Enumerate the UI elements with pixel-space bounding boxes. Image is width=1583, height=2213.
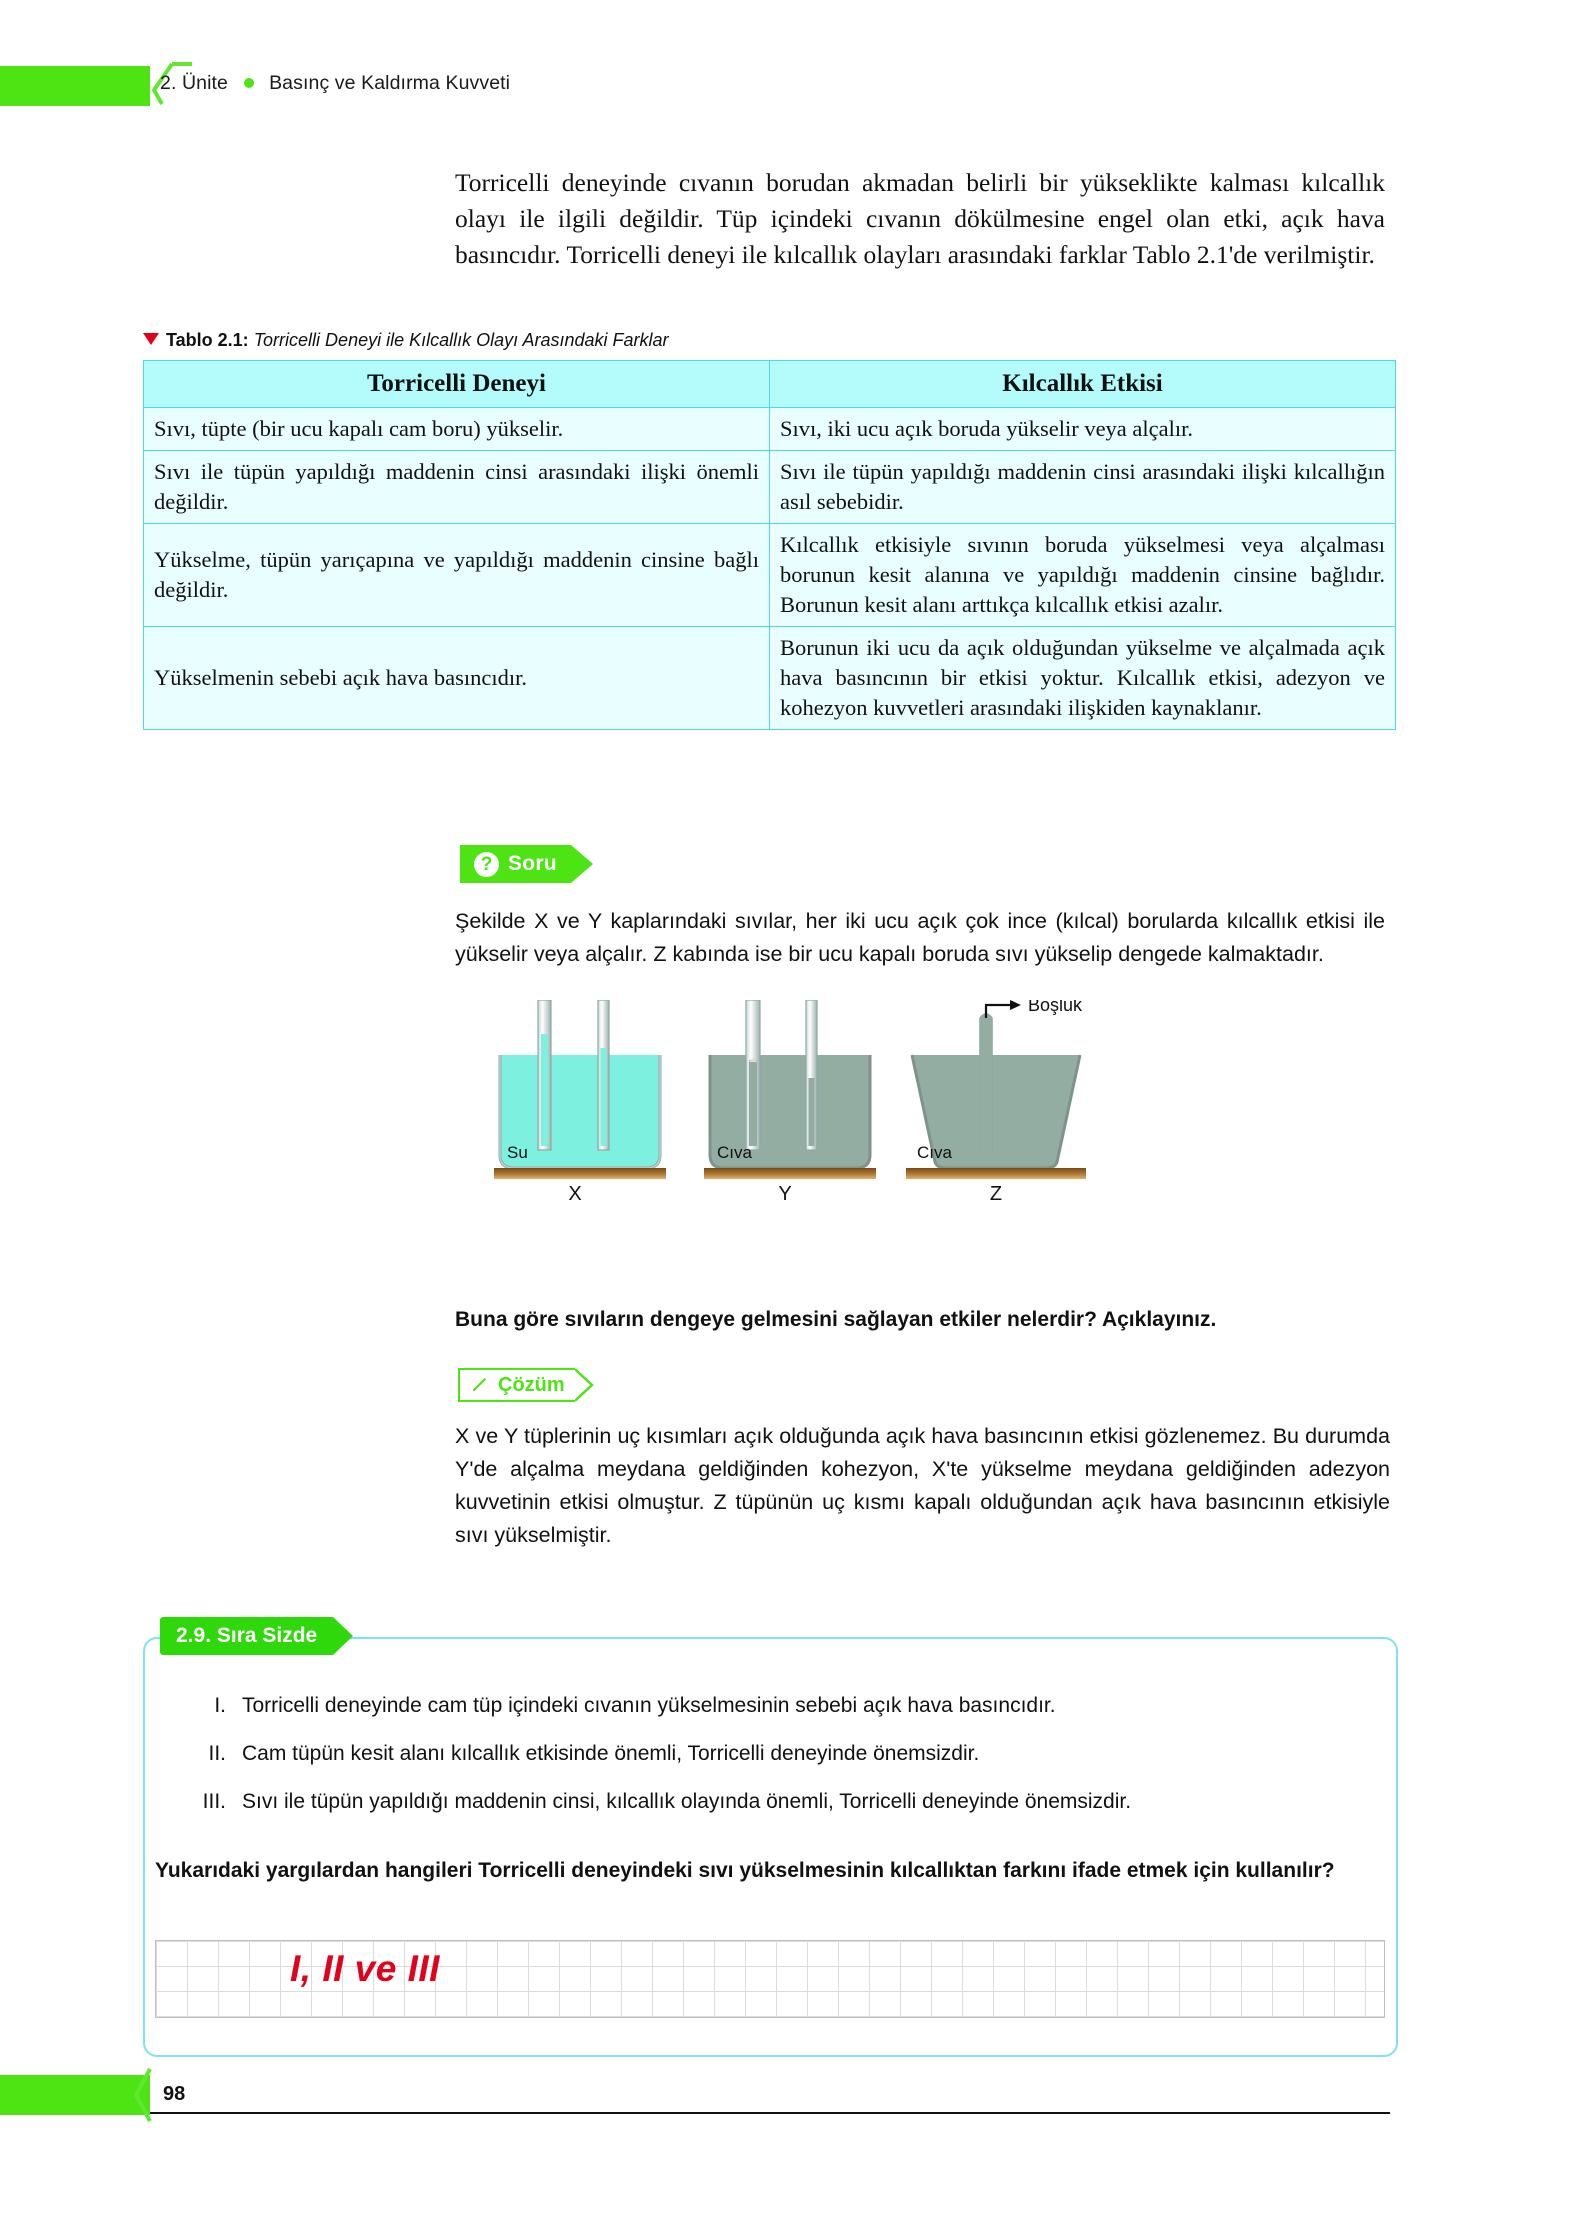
page-header [0, 60, 1583, 108]
container-x [494, 1000, 666, 1205]
soru-tag-body [460, 845, 571, 883]
sira-sizde-tag-arrow-icon [333, 1617, 353, 1655]
table-caption [143, 330, 669, 351]
table-row [144, 524, 1396, 627]
table-cell: Sıvı, tüpte (bir ucu kapalı cam boru) yükselir. [144, 408, 770, 451]
svg-text:Cıva: Cıva [717, 1143, 752, 1162]
table-cell: Kılcallık etkisiyle sıvının boruda yükselmesi veya alçalması borunun kesit alanına ve yapıldığı maddenin cinsine bağlıdır. Borunun kesit alanı arttıkça kılcallık etkisi azalır. [770, 524, 1396, 627]
svg-text:Z: Z [989, 1183, 1003, 1205]
soru-text: Şekilde X ve Y kaplarındaki sıvılar, her iki ucu açık çok ince (kılcal) borularda kılcallık etkisi ile yükselir veya alçalır. Z kabında ise bir ucu kapalı boruda sıvı yükselip dengede kalmaktadır. [455, 909, 1385, 966]
svg-text:Boşluk: Boşluk [1028, 1000, 1083, 1015]
list-item-number: III. [202, 1790, 226, 1813]
pencil-icon [470, 1375, 490, 1395]
list-item [190, 1690, 1380, 1721]
footer-green-bar [0, 2075, 150, 2115]
cozum-tag-arrow-icon [575, 1368, 595, 1402]
list-item [190, 1786, 1380, 1817]
cozum-tag-label: Çözüm [498, 1373, 565, 1396]
table-cell: Sıvı ile tüpün yapıldığı maddenin cinsi arasındaki ilişki kılcallığın asıl sebebidir. [770, 451, 1396, 524]
table-header-cell: Kılcallık Etkisi [770, 361, 1396, 408]
question-mark-icon: ? [474, 852, 499, 877]
table-header-cell: Torricelli Deneyi [144, 361, 770, 408]
svg-text:X: X [568, 1183, 582, 1205]
sira-sizde-tag-label: 2.9. Sıra Sizde [176, 1624, 318, 1647]
answer-text: I, II ve III [290, 1948, 440, 1989]
table-row [144, 451, 1396, 524]
list-item-number: I. [214, 1694, 226, 1717]
header-unit-label: 2. Ünite [160, 72, 229, 94]
caption-triangle-icon [143, 333, 159, 345]
table-row [144, 408, 1396, 451]
table-cell: Borunun iki ucu da açık olduğundan yükselme ve alçalmada açık hava basıncının bir etkisi yoktur. Kılcallık etkisi, adezyon ve kohezyon kuvvetleri arasındaki ilişkiden kaynaklanır. [770, 627, 1396, 730]
intro-paragraph: Torricelli deneyinde cıvanın borudan akmadan belirli bir yükseklikte kalması kılcallık olayı ile ilgili değildir. Tüp içindeki cıvanın dökülmesine engel olan etki, açık hava basıncıdır. Torricelli deneyi ile kılcallık olayları arasındaki farklar Tablo 2.1'de verilmiştir. [455, 168, 1385, 269]
cozum-text: X ve Y tüplerinin uç kısımları açık olduğunda açık hava basıncının etkisi gözlenemez. Bu durumda Y'de alçalma meydana geldiğinden kohezyon, X'te yükselme meydana geldiğinden adezyon kuvvetinin etkisi olmuştur. Z tüpünün uç kısmı kapalı olduğundan açık hava basıncının etkisiyle sıvı yükselmiştir. [455, 1424, 1390, 1547]
footer-rule [150, 2112, 1390, 2114]
list-item-text: Torricelli deneyinde cam tüp içindeki cıvanın yükselmesinin sebebi açık hava basıncıdır. [242, 1694, 1056, 1717]
table-caption-title: Torricelli Deneyi ile Kılcallık Olayı Arasındaki Farklar [253, 330, 669, 350]
sira-sizde-question: Yukarıdaki yargılardan hangileri Torricelli deneyindeki sıvı yükselmesinin kılcallıktan farkını ifade etmek için kullanılır? [155, 1859, 1335, 1882]
header-bullet-icon [244, 78, 254, 88]
table-cell: Yükselmenin sebebi açık hava basıncıdır. [144, 627, 770, 730]
header-title-label: Basınç ve Kaldırma Kuvveti [269, 72, 511, 94]
cozum-tag [458, 1368, 595, 1402]
svg-text:Su: Su [507, 1143, 528, 1162]
svg-text:Cıva: Cıva [917, 1143, 952, 1162]
sira-sizde-tag [160, 1617, 353, 1655]
list-item-text: Sıvı ile tüpün yapıldığı maddenin cinsi, kılcallık olayında önemli, Torricelli deneyinde önemsizdir. [242, 1790, 1132, 1813]
header-green-bar [0, 66, 150, 106]
soru-tag-label: Soru [508, 852, 558, 875]
table-cell: Yükselme, tüpün yarıçapına ve yapıldığı maddenin cinsine bağlı değildir. [144, 524, 770, 627]
table-cell: Sıvı ile tüpün yapıldığı maddenin cinsi arasındaki ilişki önemli değildir. [144, 451, 770, 524]
soru-tag [460, 845, 593, 883]
soru-tag-arrow-icon [571, 845, 593, 883]
table-cell: Sıvı, iki ucu açık boruda yükselir veya alçalır. [770, 408, 1396, 451]
table-header-row [144, 361, 1396, 408]
cozum-tag-body [458, 1368, 575, 1402]
apparatus-diagram [480, 1000, 1270, 1220]
table-caption-label: Tablo 2.1: [166, 330, 249, 350]
comparison-table [143, 360, 1396, 730]
list-item-number: II. [208, 1742, 226, 1765]
container-y [704, 1000, 876, 1205]
page-number: 98 [163, 2083, 186, 2105]
header-breadcrumb [160, 72, 510, 95]
list-item-text: Cam tüpün kesit alanı kılcallık etkisinde önemli, Torricelli deneyinde önemsizdir. [242, 1742, 980, 1765]
table-row [144, 627, 1396, 730]
svg-text:Y: Y [778, 1183, 792, 1205]
soru-follow-up: Buna göre sıvıların dengeye gelmesini sağlayan etkiler nelerdir? Açıklayınız. [455, 1308, 1217, 1331]
sira-sizde-list [190, 1690, 1380, 1834]
sira-sizde-tag-body [160, 1617, 333, 1655]
container-z [906, 1000, 1086, 1205]
list-item [190, 1738, 1380, 1769]
